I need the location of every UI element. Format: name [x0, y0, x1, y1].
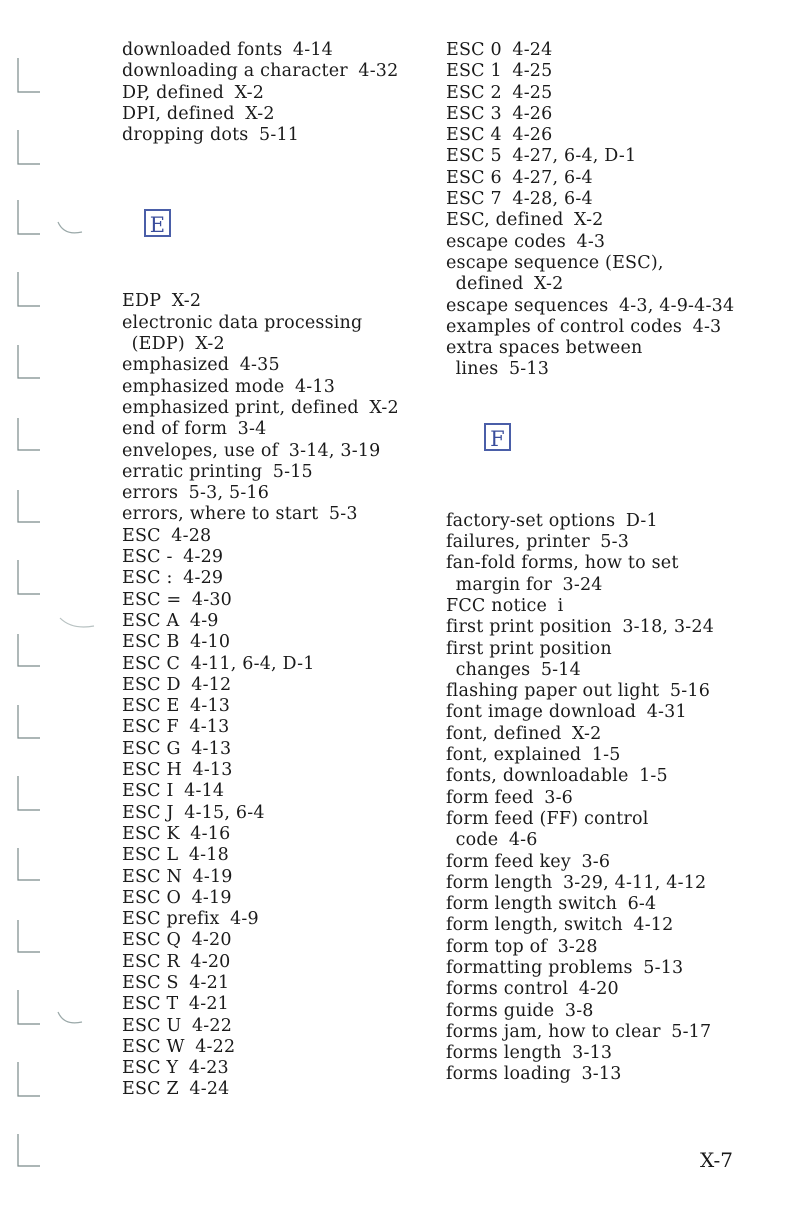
index-term: font image download — [446, 702, 637, 723]
index-e-entries — [122, 291, 432, 1100]
index-entry — [122, 568, 432, 589]
index-pages: 4-3 — [692, 316, 722, 337]
index-pages: 4-13 — [192, 760, 233, 781]
index-pages: 4-29 — [183, 547, 224, 568]
section-f-header — [446, 423, 776, 471]
index-term: ESC N — [122, 866, 183, 887]
index-pages: 4-3, 4-9-4-34 — [618, 295, 735, 316]
index-entry — [446, 681, 776, 702]
index-entry — [446, 168, 776, 189]
index-entry — [122, 888, 432, 909]
index-pages: X-2 — [534, 274, 564, 295]
index-entry — [122, 1037, 432, 1058]
index-pages: 5-3, 5-16 — [188, 483, 270, 504]
index-pages: 3-13 — [581, 1064, 622, 1085]
index-term: font, explained — [446, 745, 582, 766]
index-pages: 6-4 — [627, 894, 657, 915]
index-pages: 4-27, 6-4 — [512, 167, 593, 188]
index-entry — [122, 590, 432, 611]
index-term: emphasized mode — [122, 376, 285, 397]
index-pages: 4-20 — [578, 979, 619, 1000]
index-entry — [446, 253, 776, 274]
index-f-entries — [446, 511, 776, 1086]
index-term: factory-set options — [446, 510, 616, 531]
index-entry — [122, 717, 432, 738]
index-entry — [122, 419, 432, 440]
index-column-right — [446, 40, 776, 1086]
index-entry — [122, 781, 432, 802]
index-entry — [446, 125, 776, 146]
index-pages: 5-11 — [259, 125, 300, 146]
index-term: ESC Y — [122, 1058, 179, 1079]
index-entry — [446, 61, 776, 82]
index-term: ESC - — [122, 547, 173, 568]
index-entry — [446, 146, 776, 167]
index-pages: 1-5 — [591, 745, 621, 766]
index-pages: 4-11, 6-4, D-1 — [190, 653, 315, 674]
index-term: ESC O — [122, 887, 182, 908]
index-term: electronic data processing — [122, 312, 363, 333]
index-pages: 4-14 — [292, 40, 334, 60]
index-term: ESC I — [122, 781, 174, 802]
index-pages: 4-27, 6-4, D-1 — [512, 146, 637, 167]
index-term: ESC 6 — [446, 167, 502, 188]
index-entry — [122, 1079, 432, 1100]
index-pages: 4-14 — [184, 781, 225, 802]
index-entry — [446, 702, 776, 723]
index-pages: 3-6 — [544, 787, 574, 808]
index-entry — [446, 359, 776, 380]
index-entry — [446, 40, 776, 61]
index-term: emphasized print, defined — [122, 397, 359, 418]
index-entry — [446, 809, 776, 830]
index-pages: 4-26 — [512, 125, 553, 146]
index-term: ESC G — [122, 738, 181, 759]
index-entry — [446, 873, 776, 894]
index-pages: 4-25 — [512, 61, 553, 82]
index-pages: X-2 — [572, 723, 602, 744]
index-entry — [446, 1022, 776, 1043]
index-entry — [446, 210, 776, 231]
index-pages: 4-9 — [230, 909, 259, 930]
index-term: form feed (FF) control — [446, 808, 649, 829]
spacer — [446, 381, 776, 423]
index-term: envelopes, use of — [122, 440, 279, 461]
spacer — [122, 146, 432, 209]
index-pages: 3-18, 3-24 — [622, 617, 715, 638]
index-entry — [446, 274, 776, 295]
index-entry — [122, 1058, 432, 1079]
index-entry — [122, 909, 432, 930]
index-term: ESC U — [122, 1015, 182, 1036]
index-pages: X-2 — [234, 82, 265, 103]
index-term: ESC W — [122, 1036, 185, 1057]
index-esc-entries — [446, 40, 776, 381]
index-pages: i — [557, 595, 564, 616]
index-term: EDP — [122, 291, 162, 312]
index-pages: X-2 — [574, 210, 604, 231]
index-pages: 4-32 — [358, 61, 399, 82]
index-pages: 4-23 — [188, 1058, 229, 1079]
index-entry — [122, 313, 432, 334]
index-term: ESC J — [122, 802, 174, 823]
index-pages: 4-29 — [183, 568, 224, 589]
index-term: DPI, defined — [122, 103, 235, 124]
index-entry — [446, 852, 776, 873]
index-pages: 1-5 — [639, 766, 668, 787]
index-entry — [446, 745, 776, 766]
index-term: forms guide — [446, 1000, 555, 1021]
index-entry — [446, 553, 776, 574]
index-entry — [446, 104, 776, 125]
index-term: ESC T — [122, 994, 179, 1015]
index-pages: X-2 — [245, 103, 275, 124]
index-pages: 4-16 — [190, 823, 231, 844]
index-entry — [446, 83, 776, 104]
index-entry — [446, 1001, 776, 1022]
index-term: flashing paper out light — [446, 681, 660, 702]
index-term: ESC H — [122, 760, 182, 781]
index-entry — [446, 915, 776, 936]
index-term: form length switch — [446, 894, 618, 915]
index-pages: 3-8 — [564, 1000, 594, 1021]
index-pages: 4-22 — [191, 1015, 233, 1036]
index-pages: 4-28 — [171, 525, 212, 546]
index-term: examples of control codes — [446, 316, 683, 337]
index-term: ESC — [122, 525, 161, 546]
index-term: first print position — [446, 617, 612, 638]
index-term: ESC : — [122, 568, 173, 589]
index-pages: 4-10 — [190, 632, 231, 653]
index-term: form feed key — [446, 851, 571, 872]
index-term: DP, defined — [122, 82, 225, 103]
index-term: ESC A — [122, 610, 180, 631]
index-term: form feed — [446, 787, 534, 808]
index-term: ESC F — [122, 717, 179, 738]
index-entry — [122, 377, 432, 398]
index-pages: 5-13 — [643, 957, 684, 978]
index-term: ESC R — [122, 951, 180, 972]
index-term: ESC K — [122, 823, 180, 844]
index-entry — [122, 675, 432, 696]
index-term: ESC 5 — [446, 146, 502, 167]
margin-marks — [0, 0, 100, 1224]
index-term: code — [455, 830, 499, 851]
index-pages: 4-20 — [190, 951, 231, 972]
index-term: forms length — [446, 1043, 562, 1064]
index-pages: 3-24 — [562, 574, 603, 595]
index-pages: 4-21 — [188, 994, 230, 1015]
index-d-entries — [122, 40, 432, 146]
index-entry — [122, 441, 432, 462]
index-entry — [122, 334, 432, 355]
index-entry — [446, 766, 776, 787]
index-pages: 4-26 — [512, 103, 553, 124]
index-pages: D-1 — [625, 510, 658, 531]
index-term: form length, switch — [446, 915, 623, 936]
index-term: fan-fold forms, how to set — [446, 553, 679, 574]
index-entry — [446, 788, 776, 809]
index-pages: 4-19 — [191, 887, 232, 908]
index-pages: 4-13 — [189, 717, 230, 738]
index-term: (EDP) — [131, 334, 185, 355]
index-pages: 4-24 — [189, 1079, 230, 1100]
index-pages: 3-29, 4-11, 4-12 — [562, 872, 707, 893]
index-entry — [122, 611, 432, 632]
index-pages: 5-15 — [272, 461, 313, 482]
index-pages: 5-3 — [328, 504, 358, 525]
index-entry — [122, 952, 432, 973]
index-term: ESC B — [122, 632, 180, 653]
index-entry — [446, 830, 776, 851]
index-pages: 4-35 — [239, 355, 280, 376]
index-pages: 4-13 — [294, 376, 336, 397]
index-term: ESC L — [122, 845, 179, 866]
index-entry — [122, 824, 432, 845]
index-entry — [122, 462, 432, 483]
index-pages: 5-17 — [671, 1021, 712, 1042]
index-entry — [446, 338, 776, 359]
index-entry — [446, 660, 776, 681]
index-entry — [122, 973, 432, 994]
index-term: forms loading — [446, 1064, 571, 1085]
index-term: ESC 4 — [446, 125, 502, 146]
index-entry — [446, 511, 776, 532]
index-pages: 5-3 — [600, 532, 630, 553]
index-term: ESC S — [122, 972, 179, 993]
index-pages: 3-14, 3-19 — [288, 440, 381, 461]
index-pages: X-2 — [369, 397, 399, 418]
index-column-left — [122, 40, 432, 1101]
index-term: errors, where to start — [122, 504, 319, 525]
index-pages: X-2 — [195, 334, 225, 355]
index-term: form top of — [446, 936, 548, 957]
index-pages: 4-6 — [508, 830, 538, 851]
index-entry — [122, 1016, 432, 1037]
index-term: failures, printer — [446, 532, 590, 553]
index-entry — [122, 83, 432, 104]
index-entry — [446, 575, 776, 596]
index-pages: 4-18 — [188, 845, 229, 866]
index-entry — [122, 994, 432, 1015]
index-entry — [122, 760, 432, 781]
index-pages: 4-28, 6-4 — [512, 189, 593, 210]
index-term: ESC Z — [122, 1079, 179, 1100]
index-pages: 3-6 — [581, 851, 611, 872]
index-pages: 3-13 — [572, 1043, 613, 1064]
index-entry — [446, 724, 776, 745]
index-term: ESC E — [122, 696, 180, 717]
index-term: margin for — [455, 574, 553, 595]
index-term: extra spaces between — [446, 338, 643, 359]
index-term: fonts, downloadable — [446, 766, 629, 787]
index-entry — [446, 317, 776, 338]
index-entry — [122, 845, 432, 866]
index-entry — [446, 189, 776, 210]
index-entry — [446, 232, 776, 253]
index-pages: 3-4 — [237, 419, 267, 440]
index-entry — [122, 504, 432, 525]
index-term: ESC 0 — [446, 40, 502, 60]
index-entry — [122, 632, 432, 653]
index-term: ESC D — [122, 674, 181, 695]
index-pages: 3-28 — [557, 936, 598, 957]
index-entry — [122, 398, 432, 419]
index-pages: 4-12 — [633, 915, 674, 936]
index-entry — [446, 1064, 776, 1085]
index-pages: 5-14 — [540, 659, 581, 680]
index-term: ESC 3 — [446, 103, 502, 124]
index-entry — [122, 547, 432, 568]
index-term: defined — [455, 274, 524, 295]
index-entry — [122, 739, 432, 760]
index-term: first print position — [446, 638, 612, 659]
index-term: ESC Q — [122, 930, 182, 951]
index-entry — [446, 617, 776, 638]
index-entry — [122, 104, 432, 125]
index-entry — [446, 296, 776, 317]
index-entry — [122, 125, 432, 146]
index-pages: 5-16 — [669, 681, 711, 702]
index-pages: 4-15, 6-4 — [184, 802, 265, 823]
index-term: ESC = — [122, 589, 182, 610]
index-term: ESC C — [122, 653, 181, 674]
index-term: dropping dots — [122, 125, 249, 146]
index-pages: 4-19 — [192, 866, 233, 887]
index-entry — [446, 979, 776, 1000]
index-term: escape sequences — [446, 295, 609, 316]
index-pages: 4-13 — [190, 696, 231, 717]
index-term: errors — [122, 483, 179, 504]
section-letter-f: F — [484, 423, 511, 451]
index-entry — [122, 526, 432, 547]
index-entry — [446, 639, 776, 660]
spacer — [122, 257, 432, 291]
index-pages: 4-12 — [191, 674, 232, 695]
index-entry — [446, 958, 776, 979]
index-entry — [122, 291, 432, 312]
index-term: form length — [446, 872, 553, 893]
index-entry — [446, 1043, 776, 1064]
index-pages: 5-13 — [508, 359, 550, 380]
section-e-header — [122, 209, 432, 257]
index-term: lines — [455, 359, 499, 380]
index-term: changes — [455, 659, 531, 680]
index-entry — [122, 483, 432, 504]
index-term: downloading a character — [122, 61, 348, 82]
index-term: ESC prefix — [122, 909, 220, 930]
index-entry — [122, 61, 432, 82]
index-term: ESC 1 — [446, 61, 502, 82]
index-term: escape sequence (ESC), — [446, 252, 664, 273]
index-entry — [122, 355, 432, 376]
index-pages: 4-31 — [646, 702, 687, 723]
page-number: X-7 — [699, 1148, 733, 1172]
index-term: escape codes — [446, 231, 566, 252]
index-entry — [446, 894, 776, 915]
index-entry — [446, 532, 776, 553]
index-pages: 4-13 — [191, 738, 232, 759]
section-letter-e: E — [144, 209, 171, 237]
index-entry — [122, 696, 432, 717]
index-entry — [446, 596, 776, 617]
index-pages: 4-3 — [576, 231, 606, 252]
index-pages: 4-30 — [191, 589, 233, 610]
index-term: formatting problems — [446, 957, 633, 978]
spacer — [446, 471, 776, 511]
index-term: forms jam, how to clear — [446, 1021, 661, 1042]
index-term: ESC 2 — [446, 82, 502, 103]
index-term: forms control — [446, 979, 569, 1000]
index-pages: 4-21 — [189, 972, 230, 993]
index-term: FCC notice — [446, 595, 548, 616]
index-pages: 4-9 — [189, 610, 219, 631]
index-pages: 4-22 — [195, 1036, 236, 1057]
index-entry — [122, 654, 432, 675]
index-entry — [446, 937, 776, 958]
index-pages: 4-24 — [512, 40, 553, 60]
index-pages: 4-20 — [191, 930, 232, 951]
index-entry — [122, 40, 432, 61]
index-entry — [122, 867, 432, 888]
index-term: ESC, defined — [446, 210, 564, 231]
index-term: erratic printing — [122, 461, 263, 482]
index-term: font, defined — [446, 723, 562, 744]
index-term: emphasized — [122, 355, 230, 376]
index-entry — [122, 930, 432, 951]
index-term: ESC 7 — [446, 189, 502, 210]
index-pages: X-2 — [171, 291, 202, 312]
index-entry — [122, 803, 432, 824]
index-pages: 4-25 — [512, 82, 553, 103]
index-term: end of form — [122, 419, 228, 440]
index-term: downloaded fonts — [122, 40, 283, 60]
